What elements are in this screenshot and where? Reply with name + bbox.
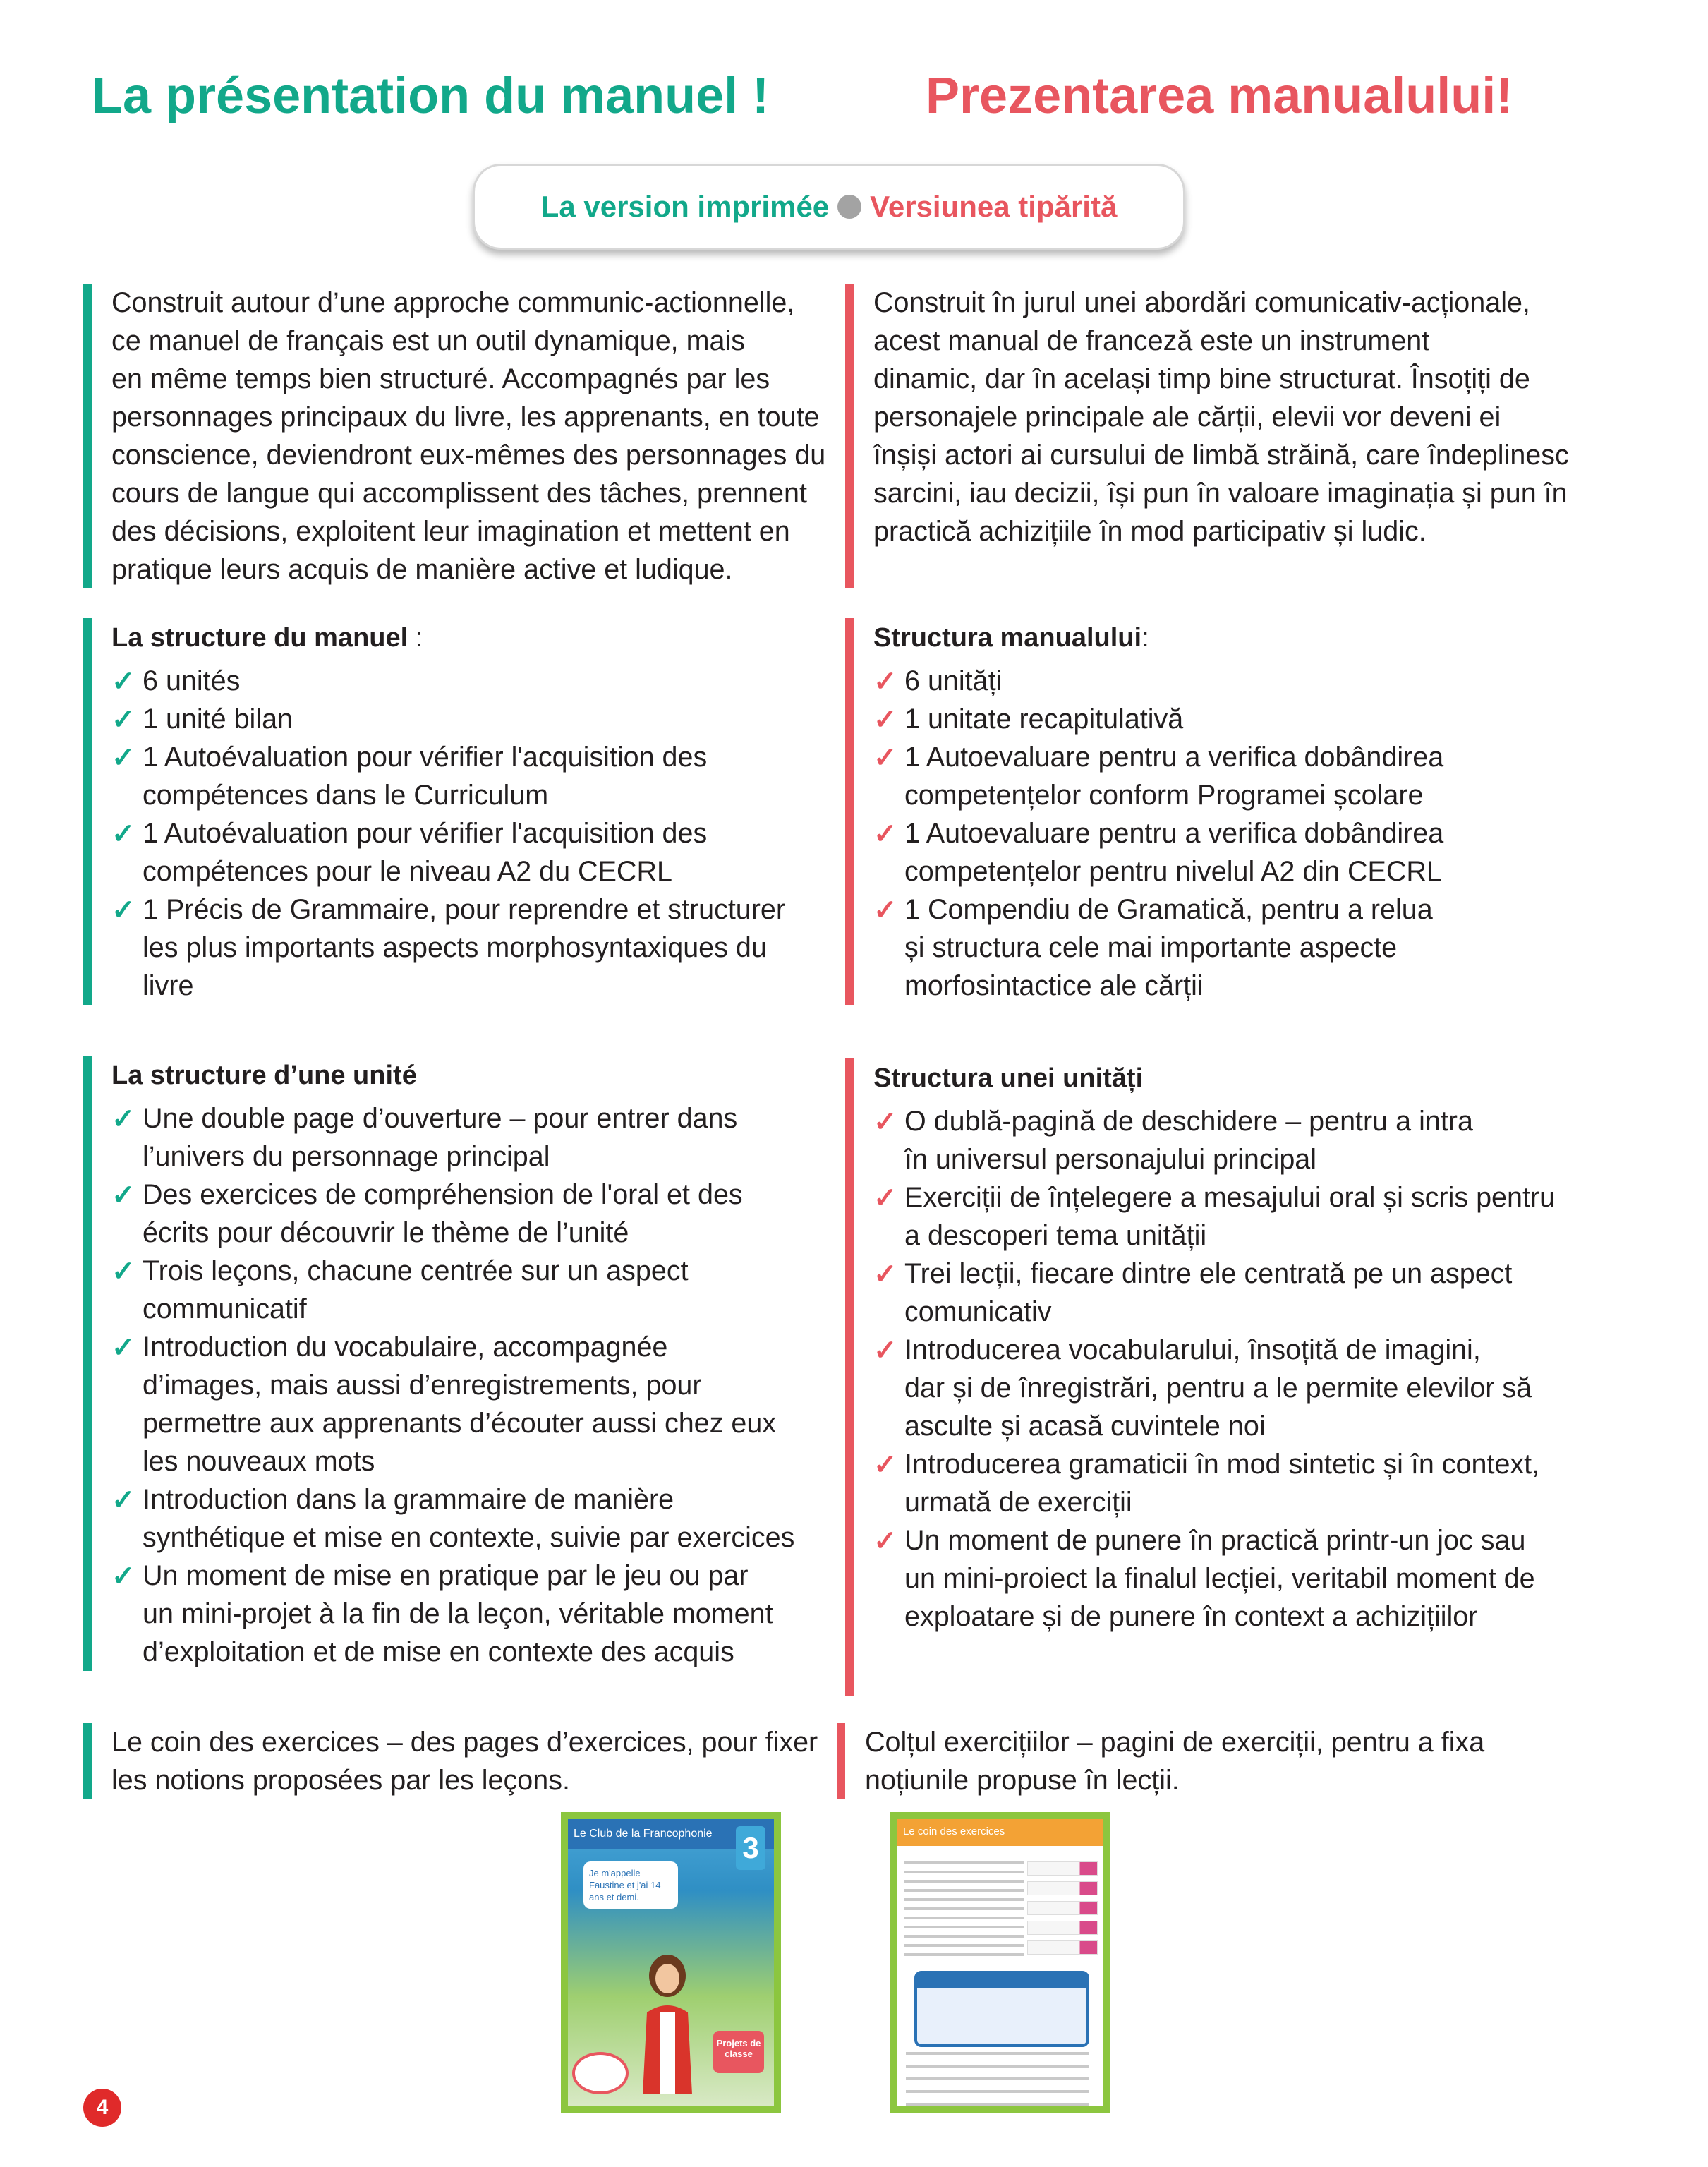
item-line: comunicativ: [904, 1296, 1052, 1327]
title-ro: Prezentarea manualului!: [926, 68, 1513, 124]
check-icon: ✓: [873, 742, 897, 773]
text-line: les notions proposées par les leçons.: [111, 1765, 570, 1796]
list-item: [111, 1557, 794, 1671]
item-line: un mini-projet à la fin de la leçon, véritable moment: [143, 1598, 773, 1629]
item-line: Introducerea gramaticii în mod sintetic și în context,: [904, 1449, 1540, 1480]
club-header: Le Club de la Francophonie: [568, 1819, 774, 1849]
manual-structure-ro: [845, 618, 1443, 1005]
list-item: [873, 1445, 1555, 1521]
check-icon: ✓: [111, 1561, 135, 1592]
item-line: Trois leçons, chacune centrée sur un aspect: [143, 1255, 689, 1286]
intro-line: pratique leurs acquis de manière active et ludique.: [111, 554, 733, 585]
intro-line: personajele principale ale cărții, elevii vor deveni ei: [873, 402, 1501, 433]
item-line: les nouveaux mots: [143, 1446, 375, 1477]
list-item: [111, 662, 785, 700]
exercise-corner-fr: [83, 1723, 818, 1799]
item-line: a descoperi tema unității: [904, 1220, 1207, 1251]
item-line: Une double page d’ouverture – pour entrer dans: [143, 1103, 738, 1134]
title-fr: La présentation du manuel !: [92, 68, 770, 124]
unit-structure-fr: [83, 1056, 794, 1671]
item-line: Exerciții de înțelegere a mesajului oral și scris pentru: [904, 1182, 1556, 1213]
item-line: l’univers du personnage principal: [143, 1141, 550, 1172]
check-icon: ✓: [111, 704, 135, 735]
list-item: [873, 891, 1443, 1005]
check-icon: ✓: [111, 1104, 135, 1135]
exercise-sidebar: [1027, 1861, 1098, 1960]
list-item: [873, 1521, 1555, 1636]
item-line: communicatif: [143, 1293, 307, 1324]
intro-line: Construit autour d’une approche communic-actionnelle,: [111, 287, 795, 318]
list-item: [111, 814, 785, 891]
intro-line: en même temps bien structuré. Accompagnés par les: [111, 363, 770, 394]
item-line: O dublă-pagină de deschidere – pentru a intra: [904, 1106, 1473, 1137]
list-item: [873, 700, 1443, 738]
list-item: [873, 1102, 1555, 1178]
check-icon: ✓: [111, 666, 135, 697]
check-icon: ✓: [111, 1180, 135, 1211]
list-item: [873, 814, 1443, 891]
list-item: [873, 738, 1443, 814]
manual-structure-fr: [83, 618, 785, 1005]
separator-dot-icon: [837, 195, 861, 219]
list-item: [111, 1099, 794, 1176]
item-line: écrits pour découvrir le thème de l’unité: [143, 1217, 629, 1248]
intro-line: practică achizițiile în mod participativ și ludic.: [873, 516, 1427, 547]
item-line: compétences pour le niveau A2 du CECRL: [143, 856, 672, 887]
version-banner: [473, 164, 1185, 250]
manual-structure-heading-fr: [111, 618, 785, 658]
list-item: [111, 1252, 794, 1328]
item-line: 6 unități: [904, 665, 1003, 696]
item-line: les plus importants aspects morphosyntaxiques du: [143, 932, 767, 963]
intro-line: ce manuel de français est un outil dynamique, mais: [111, 325, 746, 356]
intro-line: cours de langue qui accomplissent des tâches, prennent: [111, 478, 807, 509]
item-line: 1 Autoévaluation pour vérifier l'acquisition des: [143, 818, 708, 849]
check-icon: ✓: [873, 1259, 897, 1290]
circular-stamp-icon: [572, 2052, 629, 2094]
manual-structure-heading-ro: [873, 618, 1443, 658]
item-line: dar și de înregistrări, pentru a le permite elevilor să: [904, 1372, 1532, 1404]
item-line: d’images, mais aussi d’enregistrements, pour: [143, 1370, 702, 1401]
item-line: Introduction du vocabulaire, accompagnée: [143, 1332, 668, 1363]
item-line: și structura cele mai importante aspecte: [904, 932, 1398, 963]
intro-text-ro: [873, 284, 1569, 550]
intro-line: sarcini, iau decizii, își pun în valoare imaginația și pun în: [873, 478, 1568, 509]
page-number: 4: [83, 2089, 121, 2127]
item-line: compétences dans le Curriculum: [143, 780, 549, 811]
list-item: [873, 1331, 1555, 1445]
list-item: [873, 1255, 1555, 1331]
item-line: 6 unités: [143, 665, 241, 696]
unit-number-badge: 3: [736, 1826, 765, 1870]
heading-text: Structura manualului: [873, 623, 1142, 653]
text-line: noțiunile propuse în lecții.: [865, 1765, 1180, 1796]
check-icon: ✓: [111, 742, 135, 773]
version-label-ro: Versiunea tipărită: [870, 190, 1118, 223]
list-item: [111, 1480, 794, 1557]
intro-line: conscience, deviendront eux-mêmes des personnages du: [111, 440, 826, 471]
unit-opening-page-thumbnail: [561, 1812, 781, 2113]
check-icon: ✓: [111, 819, 135, 850]
item-line: livre: [143, 970, 194, 1001]
item-line: 1 Autoévaluation pour vérifier l'acquisition des: [143, 742, 708, 773]
text-line: Le coin des exercices – des pages d’exercices, pour fixer: [111, 1727, 818, 1758]
list-item: [873, 1178, 1555, 1255]
check-icon: ✓: [873, 819, 897, 850]
item-line: 1 Autoevaluare pentru a verifica dobândirea: [904, 818, 1444, 849]
item-line: 1 Précis de Grammaire, pour reprendre et structurer: [143, 894, 786, 925]
intro-line: dinamic, dar în același timp bine structurat. Însoțiți de: [873, 363, 1530, 394]
check-icon: ✓: [873, 666, 897, 697]
unit-structure-ro: [845, 1058, 1555, 1696]
item-line: competențelor conform Programei școlare: [904, 780, 1424, 811]
intro-line: personnages principaux du livre, les apprenants, en toute: [111, 402, 820, 433]
heading-suffix: :: [1141, 623, 1149, 653]
item-line: Introduction dans la grammaire de manière: [143, 1484, 674, 1515]
speech-bubble: Je m'appelle Faustine et j'ai 14 ans et demi.: [583, 1861, 678, 1909]
item-line: synthétique et mise en contexte, suivie par exercices: [143, 1522, 795, 1553]
item-line: permettre aux apprenants d’écouter aussi chez eux: [143, 1408, 777, 1439]
item-line: în universul personajului principal: [904, 1144, 1317, 1175]
intro-block-ro: [845, 284, 1569, 588]
item-line: Trei lecții, fiecare dintre ele centrată pe un aspect: [904, 1258, 1513, 1289]
exercise-corner-page-thumbnail: [890, 1812, 1110, 2113]
unit-structure-heading-fr: La structure d’une unité: [111, 1061, 417, 1090]
item-line: exploatare și de punere în context a achizițiilor: [904, 1601, 1478, 1632]
heading-suffix: :: [408, 623, 423, 653]
text-line: Colțul exercițiilor – pagini de exerciții, pentru a fixa: [865, 1727, 1485, 1758]
projects-badge: Projets de classe: [713, 2031, 764, 2073]
unit-structure-heading-ro: Structura unei unități: [873, 1063, 1144, 1093]
item-line: Introducerea vocabularului, însoțită de imagini,: [904, 1334, 1481, 1365]
item-line: urmată de exerciții: [904, 1487, 1132, 1518]
check-icon: ✓: [111, 1332, 135, 1363]
list-item: [111, 891, 785, 1005]
item-line: asculte și acasă cuvintele noi: [904, 1411, 1266, 1442]
list-item: [111, 1328, 794, 1480]
student-illustration: [636, 1953, 699, 2094]
heading-text: La structure du manuel: [111, 623, 408, 653]
check-icon: ✓: [873, 1335, 897, 1366]
check-icon: ✓: [873, 1449, 897, 1480]
item-line: morfosintactice ale cărții: [904, 970, 1204, 1001]
exercise-rows-placeholder: [906, 2052, 1089, 2106]
check-icon: ✓: [111, 895, 135, 926]
list-item: [111, 738, 785, 814]
item-line: 1 Autoevaluare pentru a verifica dobândirea: [904, 742, 1444, 773]
coin-header: Le coin des exercices: [897, 1819, 1103, 1846]
intro-text-fr: [111, 284, 825, 588]
list-item: [873, 662, 1443, 700]
item-line: competențelor pentru nivelul A2 din CECRL: [904, 856, 1442, 887]
check-icon: ✓: [873, 1106, 897, 1137]
item-line: Des exercices de compréhension de l'oral et des: [143, 1179, 743, 1210]
check-icon: ✓: [873, 1183, 897, 1214]
list-item: [111, 1176, 794, 1252]
version-label-fr: La version imprimée: [540, 190, 830, 223]
exercise-corner-ro: [837, 1723, 1484, 1799]
check-icon: ✓: [111, 1256, 135, 1287]
check-icon: ✓: [873, 1526, 897, 1557]
check-icon: ✓: [873, 704, 897, 735]
item-line: d’exploitation et de mise en contexte des acquis: [143, 1636, 734, 1667]
check-icon: ✓: [873, 895, 897, 926]
item-line: un mini-proiect la finalul lecției, veritabil moment de: [904, 1563, 1535, 1594]
text-lines-placeholder: [904, 1861, 1024, 1962]
exercise-panel: [914, 1971, 1089, 2047]
intro-line: Construit în jurul unei abordări comunicativ-acționale,: [873, 287, 1530, 318]
item-line: 1 unitate recapitulativă: [904, 704, 1184, 735]
intro-line: înșiși actori ai cursului de limbă străină, care îndeplinesc: [873, 440, 1569, 471]
item-line: 1 unité bilan: [143, 704, 293, 735]
exercise-corner-text-fr: [111, 1723, 818, 1799]
intro-line: acest manual de franceză este un instrument: [873, 325, 1430, 356]
item-line: Un moment de punere în practică printr-un joc sau: [904, 1525, 1526, 1556]
item-line: 1 Compendiu de Gramatică, pentru a relua: [904, 894, 1433, 925]
intro-block-fr: [83, 284, 825, 588]
intro-line: des décisions, exploitent leur imagination et mettent en: [111, 516, 790, 547]
item-line: Un moment de mise en pratique par le jeu ou par: [143, 1560, 749, 1591]
check-icon: ✓: [111, 1485, 135, 1516]
list-item: [111, 700, 785, 738]
exercise-corner-text-ro: [865, 1723, 1484, 1799]
